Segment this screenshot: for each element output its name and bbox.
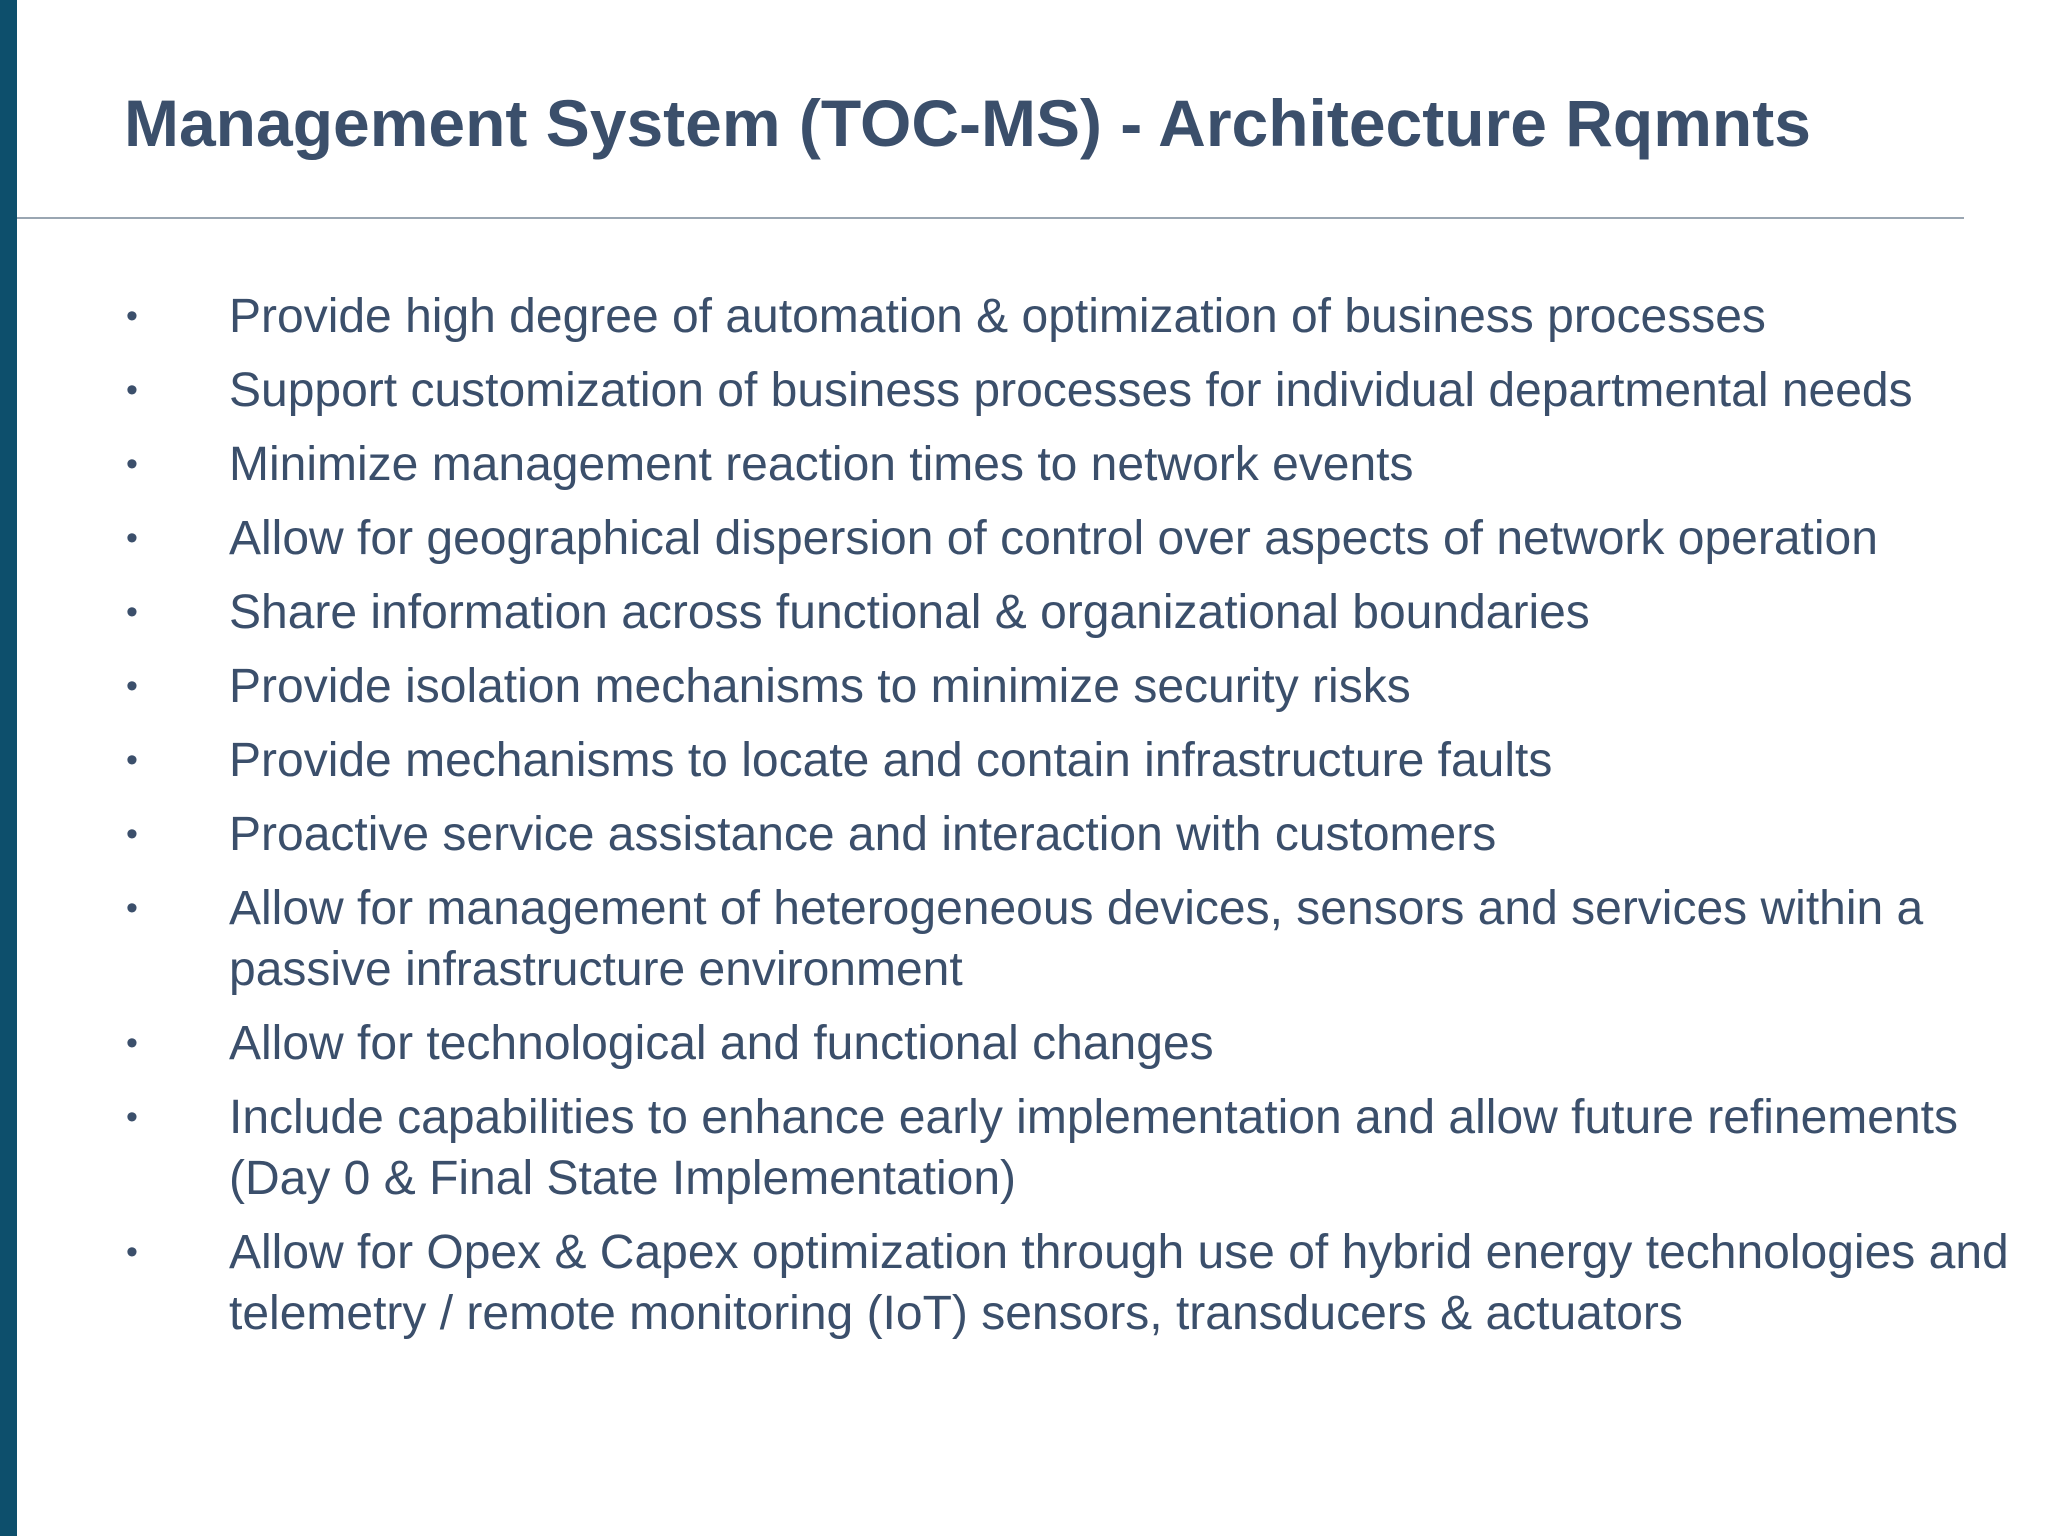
- bullet-text: Allow for Opex & Capex optimization through use of hybrid energy technologies and telemetry / remote monitoring (IoT) sensors, transducers & actuators: [229, 1226, 2009, 1340]
- bullet-marker: •: [126, 1098, 138, 1136]
- bullet-list: [124, 286, 2014, 1357]
- bullet-marker: •: [126, 519, 138, 557]
- bullet-item: [124, 730, 2014, 791]
- bullet-marker: •: [126, 593, 138, 631]
- bullet-marker: •: [126, 297, 138, 335]
- accent-bar: [0, 0, 17, 1536]
- bullet-text: Allow for technological and functional changes: [229, 1017, 1214, 1070]
- bullet-item: [124, 804, 2014, 865]
- bullet-item: [124, 1013, 2014, 1074]
- bullet-text: Provide isolation mechanisms to minimize security risks: [229, 660, 1411, 713]
- title-divider: [17, 217, 1964, 219]
- bullet-item: [124, 286, 2014, 347]
- bullet-item: [124, 508, 2014, 569]
- bullet-item: [124, 582, 2014, 643]
- bullet-item: [124, 1087, 2014, 1209]
- slide-title: Management System (TOC-MS) - Architecture Rqmnts: [124, 86, 1811, 160]
- bullet-text: Share information across functional & organizational boundaries: [229, 586, 1590, 639]
- bullet-text: Provide high degree of automation & optimization of business processes: [229, 290, 1766, 343]
- bullet-item: [124, 878, 2014, 1000]
- bullet-marker: •: [126, 1233, 138, 1271]
- bullet-text: Allow for geographical dispersion of control over aspects of network operation: [229, 512, 1878, 565]
- bullet-marker: •: [126, 445, 138, 483]
- bullet-marker: •: [126, 667, 138, 705]
- bullet-marker: •: [126, 371, 138, 409]
- bullet-item: [124, 656, 2014, 717]
- bullet-text: Support customization of business processes for individual departmental needs: [229, 364, 1913, 417]
- bullet-text: Allow for management of heterogeneous devices, sensors and services within a passive infrastructure environment: [229, 882, 1924, 996]
- bullet-text: Minimize management reaction times to network events: [229, 438, 1414, 491]
- bullet-item: [124, 360, 2014, 421]
- bullet-marker: •: [126, 1024, 138, 1062]
- bullet-item: [124, 434, 2014, 495]
- bullet-marker: •: [126, 889, 138, 927]
- bullet-item: [124, 1222, 2014, 1344]
- bullet-text: Proactive service assistance and interaction with customers: [229, 808, 1497, 861]
- bullet-marker: •: [126, 741, 138, 779]
- bullet-text: Provide mechanisms to locate and contain infrastructure faults: [229, 734, 1553, 787]
- bullet-text: Include capabilities to enhance early implementation and allow future refinements (Day 0 & Final State Implementation): [229, 1091, 1959, 1205]
- bullet-marker: •: [126, 815, 138, 853]
